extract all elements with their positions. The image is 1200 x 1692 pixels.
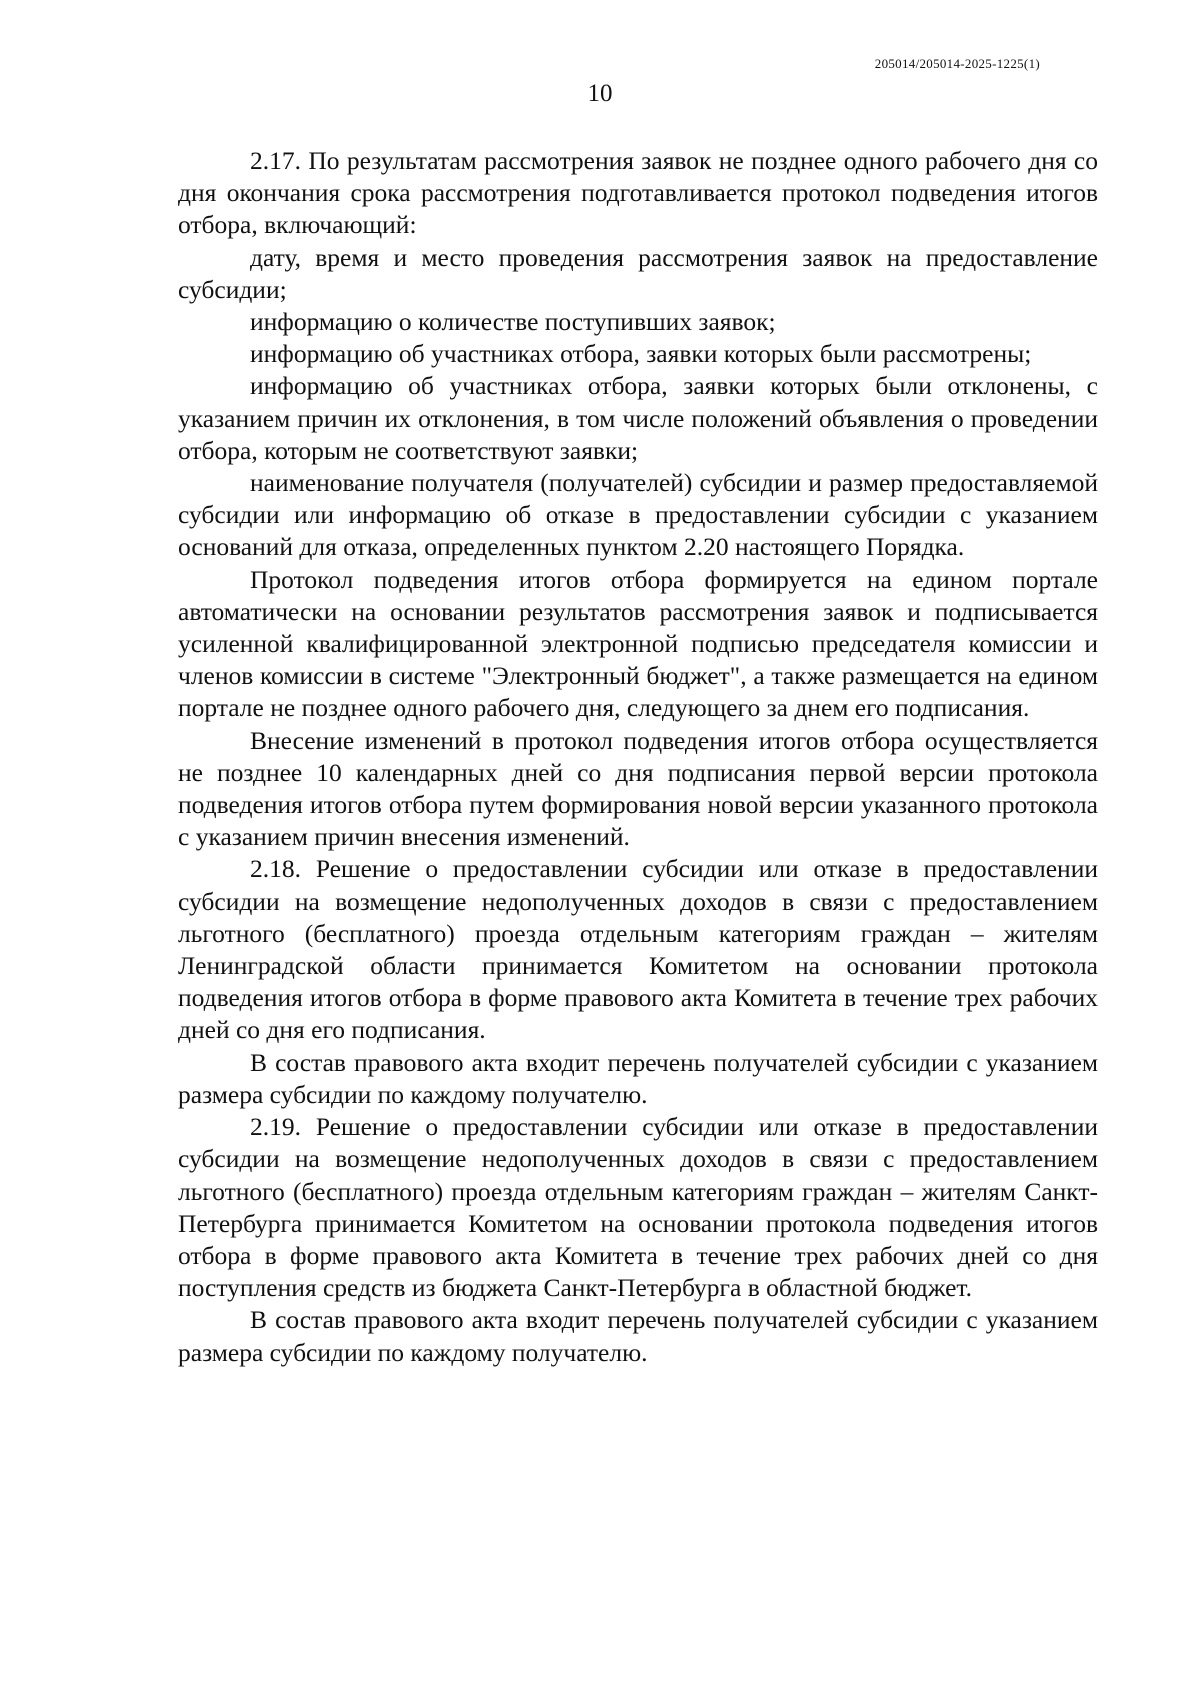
paragraph-2-19: 2.19. Решение о предоставлении субсидии или отказе в предоставлении субсидии на возмещение недополученных доходов в связи с предоставлением льготного (бесплатного) проезда отдельным категориям граждан – жителям Санкт-Петербурга принимается Комитетом на основании протокола подведения итогов отбора в форме правового акта Комитета в течение трех рабочих дней со дня поступления средств из бюджета Санкт-Петербурга в областной бюджет. <box>178 1112 1098 1303</box>
list-item-recipient-name: наименование получателя (получателей) субсидии и размер предоставляемой субсидии или информацию об отказе в предоставлении субсидии с указанием оснований для отказа, определенных пунктом 2.20 настоящего Порядка. <box>178 468 1098 562</box>
document-id: 205014/205014-2025-1225(1) <box>874 56 1040 71</box>
paragraph-protocol-changes: Внесение изменений в протокол подведения итогов отбора осуществляется не позднее 10 календарных дней со дня подписания первой версии протокола подведения итогов отбора путем формирования новой версии указанного протокола с указанием причин внесения изменений. <box>178 725 1098 852</box>
list-item-rejected-participants: информацию об участниках отбора, заявки которых были отклонены, с указанием причин их отклонения, в том числе положений объявления о проведении отбора, которым не соответствуют заявки; <box>178 371 1098 465</box>
list-item-applications-count: информацию о количестве поступивших заявок; <box>250 307 776 337</box>
paragraph-legal-act-content-1: В состав правового акта входит перечень получателей субсидии с указанием размера субсидии по каждому получателю. <box>178 1047 1098 1109</box>
document-body <box>178 145 1098 1369</box>
paragraph-2-17: 2.17. По результатам рассмотрения заявок не позднее одного рабочего дня со дня окончания срока рассмотрения подготавливается протокол подведения итогов отбора, включающий: <box>178 146 1098 240</box>
list-item-date-time-place: дату, время и место проведения рассмотрения заявок на предоставление субсидии; <box>178 242 1098 304</box>
paragraph-protocol-formation: Протокол подведения итогов отбора формируется на едином портале автоматически на основании результатов рассмотрения заявок и подписывается усиленной квалифицированной электронной подписью председателя комиссии и членов комиссии в системе "Электронный бюджет", а также размещается на едином портале не позднее одного рабочего дня, следующего за днем его подписания. <box>178 564 1098 723</box>
page-number: 10 <box>587 80 613 107</box>
list-item-reviewed-participants: информацию об участниках отбора, заявки которых были рассмотрены; <box>250 339 1032 369</box>
paragraph-2-18: 2.18. Решение о предоставлении субсидии или отказе в предоставлении субсидии на возмещение недополученных доходов в связи с предоставлением льготного (бесплатного) проезда отдельным категориям граждан – жителям Ленинградской области принимается Комитетом на основании протокола подведения итогов отбора в форме правового акта Комитета в течение трех рабочих дней со дня его подписания. <box>178 854 1098 1045</box>
paragraph-legal-act-content-2: В состав правового акта входит перечень получателей субсидии с указанием размера субсидии по каждому получателю. <box>178 1305 1098 1367</box>
